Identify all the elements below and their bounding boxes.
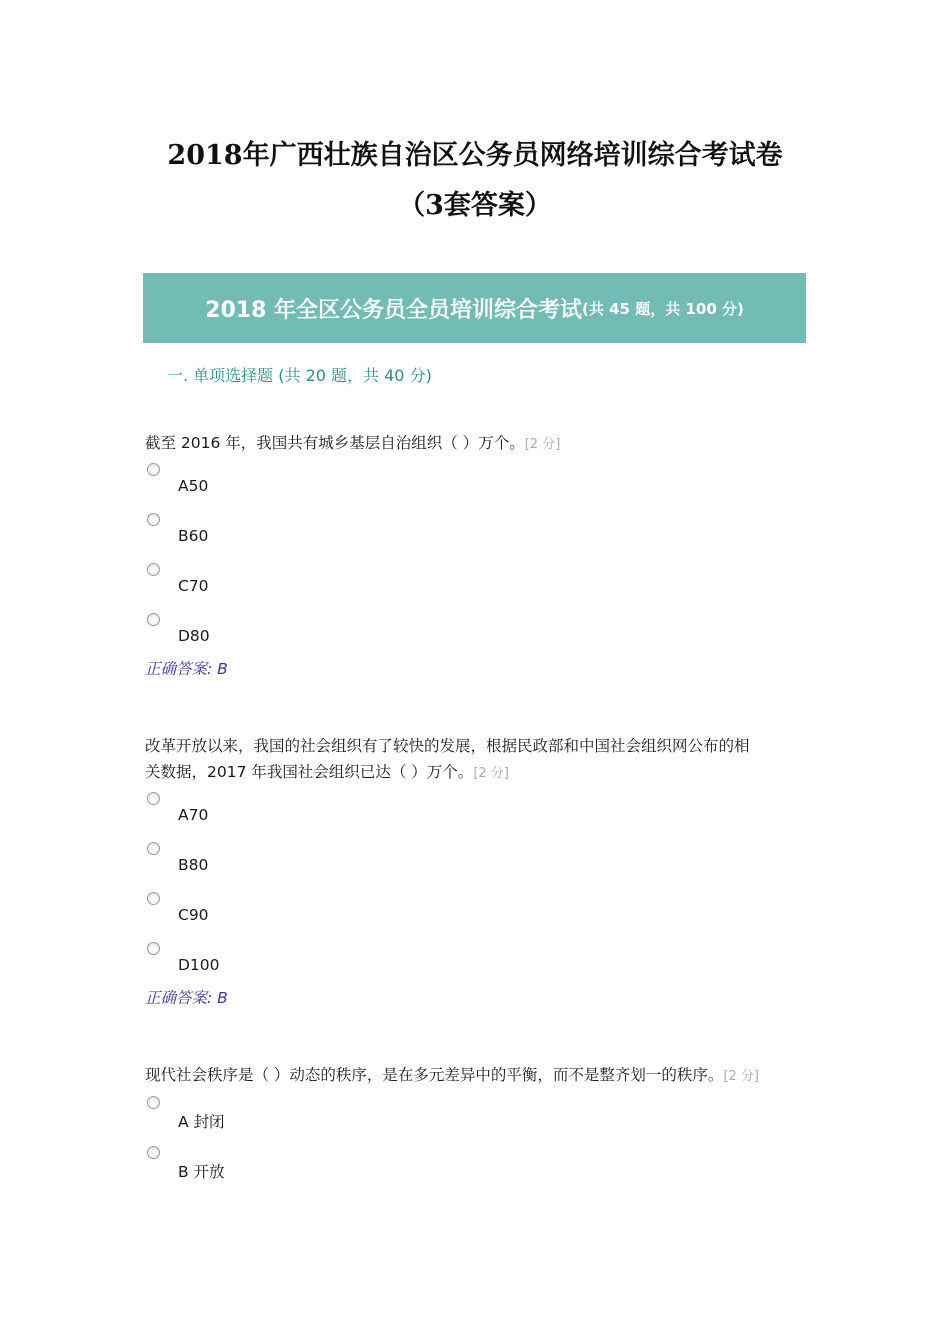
option-q2-c[interactable]: C90 — [178, 906, 209, 924]
question-2-score: [2 分] — [473, 766, 509, 781]
question-2-text-line2: 关数据，2017 年我国社会组织已达（ ）万个。 — [145, 763, 474, 781]
option-q1-a[interactable]: A50 — [178, 477, 209, 495]
question-1-score: [2 分] — [524, 437, 561, 452]
radio-q3-b[interactable] — [147, 1146, 160, 1159]
radio-q1-a[interactable] — [147, 463, 160, 476]
question-3-score: [2 分] — [723, 1069, 759, 1084]
document-title-line1: 2018年广西壮族自治区公务员网络培训综合考试卷 — [167, 140, 783, 171]
question-1 — [145, 430, 810, 458]
radio-q2-a[interactable] — [147, 792, 160, 805]
question-2 — [145, 733, 810, 787]
section-heading: 一. 单项选择题 (共 20 题，共 40 分) — [167, 366, 432, 385]
question-3-text: 现代社会秩序是（ ）动态的秩序，是在多元差异中的平衡，而不是整齐划一的秩序。 — [145, 1066, 724, 1084]
option-q3-a[interactable]: A 封闭 — [178, 1113, 225, 1131]
exam-banner-title: 2018 年全区公务员全员培训综合考试 — [205, 297, 583, 323]
radio-q2-b[interactable] — [147, 842, 160, 855]
radio-q1-b[interactable] — [147, 513, 160, 526]
option-q2-d[interactable]: D100 — [178, 956, 220, 974]
radio-q3-a[interactable] — [147, 1096, 160, 1109]
question-1-text: 截至 2016 年，我国共有城乡基层自治组织（ ）万个。 — [145, 434, 525, 452]
radio-q2-c[interactable] — [147, 892, 160, 905]
radio-q1-d[interactable] — [147, 613, 160, 626]
option-q3-b[interactable]: B 开放 — [178, 1163, 225, 1181]
answer-q1: 正确答案: B — [145, 660, 228, 678]
radio-q2-d[interactable] — [147, 942, 160, 955]
exam-banner-subtitle: (共 45 题，共 100 分) — [582, 299, 744, 318]
question-2-text-line1: 改革开放以来，我国的社会组织有了较快的发展，根据民政部和中国社会组织网公布的相 — [145, 737, 750, 755]
option-q1-b[interactable]: B60 — [178, 527, 209, 545]
option-q2-a[interactable]: A70 — [178, 806, 209, 824]
option-q1-c[interactable]: C70 — [178, 577, 209, 595]
radio-q1-c[interactable] — [147, 563, 160, 576]
document-title-line2: （3套答案） — [398, 190, 552, 221]
exam-banner — [143, 273, 806, 343]
option-q1-d[interactable]: D80 — [178, 627, 210, 645]
answer-q2: 正确答案: B — [145, 989, 228, 1007]
question-3 — [145, 1062, 810, 1090]
option-q2-b[interactable]: B80 — [178, 856, 209, 874]
